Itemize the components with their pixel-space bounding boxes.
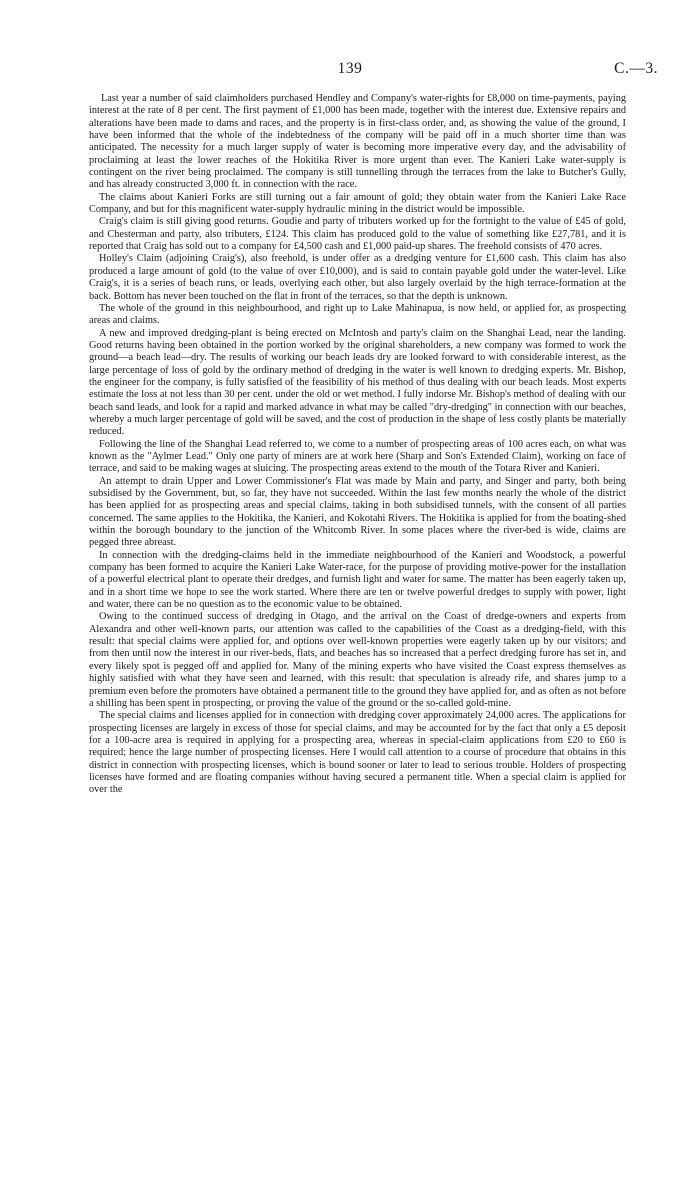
body-text (89, 93, 626, 797)
paragraph: Following the line of the Shanghai Lead referred to, we come to a number of prospecting areas of 100 acres each, on what was known as the "Aylmer Lead." Only one party of miners are at work here (Sharp and Son's Extended Claim), working on face of terrace, and said to be making wages at sluicing. The prospecting areas extend to the mouth of the Totara River and Kanieri. (89, 438, 626, 475)
paragraph: The whole of the ground in this neighbourhood, and right up to Lake Mahinapua, is now held, or applied for, as prospecting areas and claims. (89, 302, 626, 327)
paragraph: The claims about Kanieri Forks are still turning out a fair amount of gold; they obtain water from the Kanieri Lake Race Company, and but for this magnificent water-supply hydraulic mining in the district would be impossible. (89, 191, 626, 216)
paragraph: In connection with the dredging-claims held in the immediate neighbourhood of the Kanieri and Woodstock, a powerful company has been formed to acquire the Kanieri Lake Water-race, for the purpose of providing motive-power for the installation of a powerful electrical plant to operate their dredges, and furnish light and water for same. The matter has been eagerly taken up, and in a short time we hope to see the work started. Where there are ten or twelve powerful dredges to supply with power, light and water, there can be no question as to the economic value to be obtained. (89, 549, 626, 611)
paragraph: Owing to the continued success of dredging in Otago, and the arrival on the Coast of dredge-owners and experts from Alexandra and other well-known parts, our attention was called to the capabilities of the Coast as a dredging-field, with this result: that special claims were applied for, and options over well-known properties were eagerly taken up by our visitors; and from then until now the interest in our river-beds, flats, and beaches has so increased that a perfect dredging furore has set in, and every likely spot is pegged off and applied for. Many of the mining experts who have visited the Coast express themselves as highly satisfied with what they have seen and learned, with this result: that speculation is already rife, and shares jump to a premium even before the promoters have obtained a permanent title to the ground they have applied for, and as often as not before a shilling has been spent in prospecting, or proving the value of the ground or the so-called gold-mine. (89, 611, 626, 709)
paragraph: Craig's claim is still giving good returns. Goudie and party of tributers worked up for the fortnight to the value of £45 of gold, and Chesterman and party, also tributers, £124. This claim has produced gold to the value of something like £27,781, and it is reported that Craig has sold out to a company for £4,500 cash and £1,000 paid-up shares. The freehold consists of 470 acres. (89, 216, 626, 253)
paragraph: The special claims and licenses applied for in connection with dredging cover approximately 24,000 acres. The applications for prospecting licenses are largely in excess of those for special claims, and may be accounted for by the fact that only a £5 deposit for a 100-acre area is required in applying for a prospecting area, whereas in special-claim applications from £20 to £60 is required; hence the large number of prospecting licenses. Here I would call attention to a course of procedure that obtains in this district in connection with prospecting licenses, which is bound sooner or later to lead to serious trouble. Holders of prospecting licenses have formed and are floating companies without having secured a permanent title. When a special claim is applied for over the (89, 710, 626, 796)
paragraph: An attempt to drain Upper and Lower Commissioner's Flat was made by Main and party, and Singer and party, both being subsidised by the Government, but, so far, they have not succeeded. Within the last few months nearly the whole of the district has been applied for as prospecting areas and special claims, taking in both subsidised tunnels, with the consent of all parties concerned. The same applies to the Hokitika, the Kanieri, and Kokotahi Rivers. The Hokitika is applied for from the boating-shed within the borough boundary to the junction of the Whitcomb River. In some places where the river-bed is wide, claims are pegged three abreast. (89, 475, 626, 549)
document-code: C.—3. (614, 60, 658, 77)
paragraph: A new and improved dredging-plant is being erected on McIntosh and party's claim on the Shanghai Lead, near the landing. Good returns having been obtained in the portion worked by the original shareholders, a new company was formed to work the ground—a beach lead—dry. The results of working our beach leads dry are looked forward to with considerable interest, as the large percentage of loss of gold by the ordinary method of dredging in the water is well known to dredging experts. Mr. Bishop, the engineer for the company, is fully satisfied of the feasibility of his method of thus dealing with our beach leads. Most experts estimate the loss at not less than 30 per cent. under the old or wet method. I fully indorse Mr. Bishop's method of dealing with our beach sand leads, and look for a rapid and marked advance in what may be called "dry-dredging" in connection with our beaches, whereby a much larger percentage of gold will be saved, and the cost of production in the shape of less costly plants be materially reduced. (89, 327, 626, 438)
paragraph: Last year a number of said claimholders purchased Hendley and Company's water-rights for £8,000 on time-payments, paying interest at the rate of 8 per cent. The first payment of £1,000 has been made, together with the interest due. Extensive repairs and alterations have been made to dams and races, and the property is in first-class order, and, as showing the value of the ground, I have been informed that the whole of the indebtedness of the company will be paid off in a much shorter time than was anticipated. The necessity for a much larger supply of water is becoming more imperative every day, and the advisability of proclaiming at least the lower reaches of the Hokitika River is more urgent than ever. The Kanieri Lake water-supply is contingent on the river being proclaimed. The company is still tunnelling through the terraces from the lake to Butcher's Gully, and has already constructed 3,000 ft. in connection with the race. (89, 93, 626, 191)
paragraph: Holley's Claim (adjoining Craig's), also freehold, is under offer as a dredging venture for £1,600 cash. This claim has also produced a large amount of gold (to the value of over £10,000), and is said to contain payable gold under the water-level. Like Craig's, it is a series of beach runs, or leads, overlying each other, but also largely overlaid by the high terrace-formation at the back. Bottom has never been touched on the flat in front of the terraces, so that the depth is unknown. (89, 253, 626, 302)
page-number: 139 (337, 60, 363, 77)
page-header (0, 60, 700, 84)
